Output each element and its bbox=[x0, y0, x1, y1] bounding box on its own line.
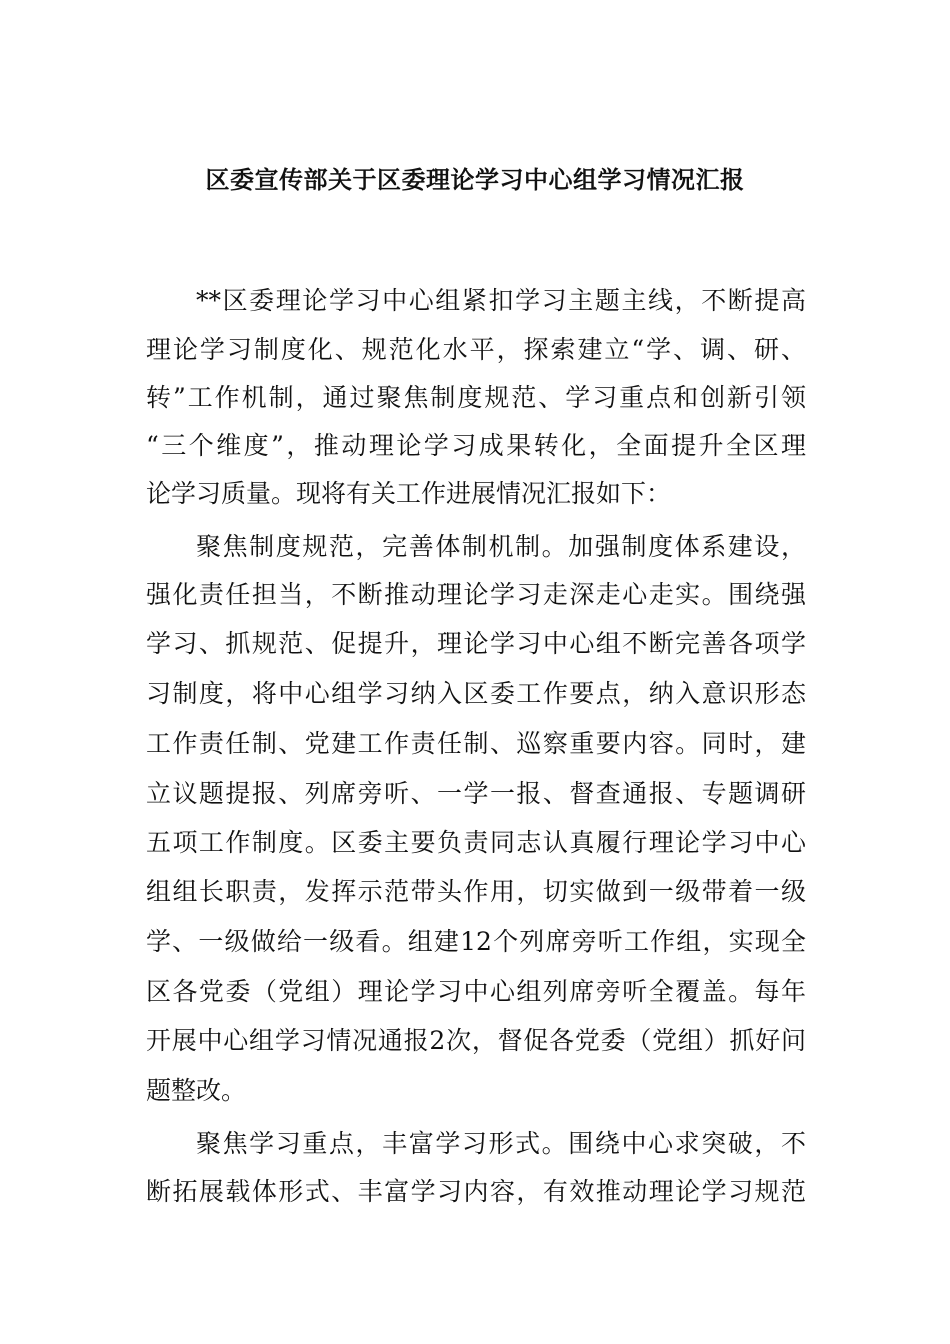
paragraph-line: 五项工作制度。区委主要负责同志认真履行理论学习中心 bbox=[146, 828, 806, 857]
paragraph-line: 转”工作机制，通过聚焦制度规范、学习重点和创新引领 bbox=[146, 383, 806, 412]
paragraph-line: 学习、抓规范、促提升，理论学习中心组不断完善各项学 bbox=[146, 629, 806, 658]
paragraph-line: 题整改。 bbox=[146, 1076, 247, 1105]
paragraph-line: 聚焦制度规范，完善体制机制。加强制度体系建设， bbox=[196, 532, 806, 561]
paragraph-line: 开展中心组学习情况通报2次，督促各党委（党组）抓好问 bbox=[146, 1026, 806, 1055]
paragraph-line: 习制度，将中心组学习纳入区委工作要点，纳入意识形态 bbox=[146, 679, 806, 708]
paragraph-line: 断拓展载体形式、丰富学习内容，有效推动理论学习规范 bbox=[146, 1177, 806, 1206]
paragraph-line: 强化责任担当，不断推动理论学习走深走心走实。围绕强 bbox=[146, 580, 806, 609]
page-title: 区委宣传部关于区委理论学习中心组学习情况汇报 bbox=[205, 166, 745, 194]
paragraph-line: 聚焦学习重点，丰富学习形式。围绕中心求突破，不 bbox=[196, 1129, 806, 1158]
paragraph-line: **区委理论学习中心组紧扣学习主题主线，不断提高 bbox=[196, 286, 806, 315]
paragraph-line: 工作责任制、党建工作责任制、巡察重要内容。同时，建 bbox=[146, 729, 806, 758]
paragraph-line: 论学习质量。现将有关工作进展情况汇报如下： bbox=[146, 479, 672, 508]
paragraph-line: 理论学习制度化、规范化水平，探索建立“学、调、研、 bbox=[146, 335, 806, 364]
paragraph-line: “三个维度”，推动理论学习成果转化，全面提升全区理 bbox=[146, 431, 806, 460]
paragraph-line: 立议题提报、列席旁听、一学一报、督查通报、专题调研 bbox=[146, 779, 806, 808]
paragraph-line: 区各党委（党组）理论学习中心组列席旁听全覆盖。每年 bbox=[146, 977, 806, 1006]
paragraph-line: 学、一级做给一级看。组建12个列席旁听工作组，实现全 bbox=[146, 927, 806, 956]
paragraph-line: 组组长职责，发挥示范带头作用，切实做到一级带着一级 bbox=[146, 877, 806, 906]
